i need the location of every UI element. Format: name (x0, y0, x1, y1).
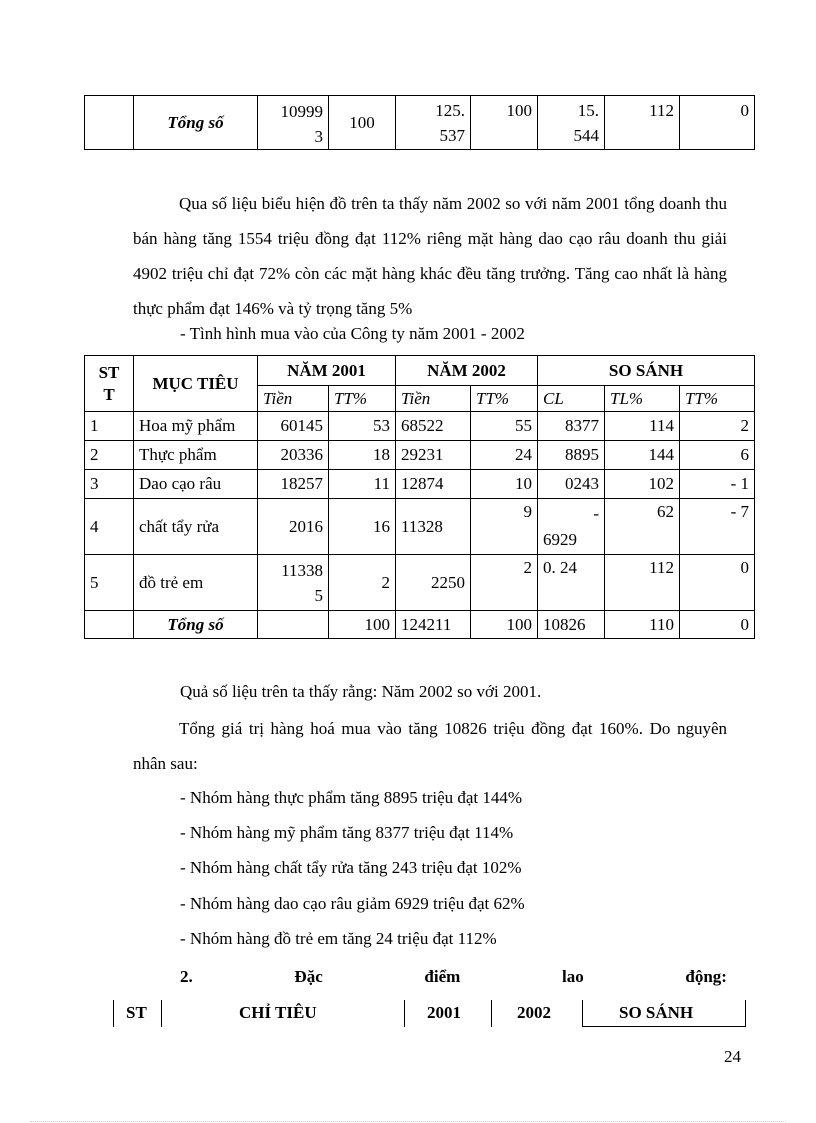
table-cell: 100 (329, 96, 396, 150)
row-stt: 4 (85, 499, 134, 555)
list-item: - Nhóm hàng mỹ phẩm tăng 8377 triệu đạt 114% (180, 823, 514, 842)
row-cell: 114 (605, 412, 680, 441)
sales-table-continuation (84, 95, 755, 150)
row-stt: 5 (85, 555, 134, 611)
year-2002-header: NĂM 2002 (396, 356, 538, 386)
row-cell: - 1 (680, 470, 755, 499)
row-cell: 29231 (396, 441, 471, 470)
section-heading (180, 967, 727, 987)
row-cell: 6 (680, 441, 755, 470)
table-row (85, 555, 755, 611)
row-cell: 10 (471, 470, 538, 499)
row-name: chất tẩy rửa (134, 499, 258, 555)
row-cell: 0. 24 (538, 555, 605, 611)
labour-table-header (113, 1000, 746, 1027)
subheader-cell: Tiền (396, 386, 471, 412)
row-cell: 11 (329, 470, 396, 499)
row-name: Hoa mỹ phẩm (134, 412, 258, 441)
subheader-cell: TT% (471, 386, 538, 412)
table-header-row (85, 356, 755, 386)
year-2001-header: NĂM 2001 (258, 356, 396, 386)
row-cell: 11328 (396, 499, 471, 555)
row-cell: 18257 (258, 470, 329, 499)
row-cell: 11338 5 (258, 555, 329, 611)
subheader-cell: TT% (329, 386, 396, 412)
table-cell (85, 611, 134, 639)
analysis-paragraph: Qua số liệu biểu hiện đồ trên ta thấy năm 2002 so với năm 2001 tổng doanh thu bán hàng tăng 1554 triệu đồng đạt 112% riêng mặt hàng dao cạo râu doanh thu giải 4902 triệu chỉ đạt 72% còn các mặt hàng khác đều tăng trưởng. Tăng cao nhất là hàng thực phẩm đạt 146% và tỷ trọng tăng 5% (133, 194, 727, 318)
row-name: đồ trẻ em (134, 555, 258, 611)
table-total-row (85, 611, 755, 639)
row-cell: 100 (329, 611, 396, 639)
subheader-cell: Tiền (258, 386, 329, 412)
row-stt: 1 (85, 412, 134, 441)
table-row (85, 499, 755, 555)
heading-word: điểm (424, 967, 461, 986)
row-cell: 0 (680, 555, 755, 611)
target-header: MỤC TIÊU (134, 356, 258, 412)
row-cell: 2250 (396, 555, 471, 611)
row-cell: 53 (329, 412, 396, 441)
row-cell: 124211 (396, 611, 471, 639)
page-number: 24 (724, 1047, 741, 1066)
row-cell: 24 (471, 441, 538, 470)
row-cell: 10826 (538, 611, 605, 639)
row-name: Dao cạo râu (134, 470, 258, 499)
stt-header: ST T (85, 356, 134, 412)
row-cell: 12874 (396, 470, 471, 499)
table-cell: 125. 537 (396, 96, 471, 150)
list-item: - Nhóm hàng thực phẩm tăng 8895 triệu đạt 144% (180, 788, 523, 807)
row-cell: 20336 (258, 441, 329, 470)
table-caption: - Tình hình mua vào của Công ty năm 2001 - 2002 (180, 324, 525, 343)
row-cell: 112 (605, 555, 680, 611)
table-row (85, 96, 755, 150)
heading-word: động: (685, 967, 727, 986)
heading-word: 2. (180, 967, 193, 986)
total-label: Tổng số (134, 96, 258, 150)
table-cell: 15. 544 (538, 96, 605, 150)
row-cell: 0 (680, 611, 755, 639)
row-cell: 68522 (396, 412, 471, 441)
footer-divider (30, 1121, 786, 1122)
heading-word: Đặc (294, 967, 323, 986)
list-item: - Nhóm hàng chất tẩy rửa tăng 243 triệu đạt 102% (180, 858, 522, 877)
summary-paragraph: Tổng giá trị hàng hoá mua vào tăng 10826 triệu đồng đạt 160%. Do nguyên nhân sau: (133, 719, 727, 773)
row-cell: 110 (605, 611, 680, 639)
row-cell: 102 (605, 470, 680, 499)
table-row (85, 412, 755, 441)
row-cell: 62 (605, 499, 680, 555)
row-cell: 100 (471, 611, 538, 639)
row-cell: 8895 (538, 441, 605, 470)
table-cell: 100 (471, 96, 538, 150)
table-cell: 0 (680, 96, 755, 150)
target-header: CHỈ TIÊU (239, 1003, 317, 1022)
purchase-table (84, 355, 755, 639)
list-item: - Nhóm hàng đồ trẻ em tăng 24 triệu đạt 112% (180, 929, 497, 948)
table-cell: 10999 3 (258, 96, 329, 150)
comparison-header: SO SÁNH (538, 356, 755, 386)
row-stt: 3 (85, 470, 134, 499)
subheader-cell: TL% (605, 386, 680, 412)
subheader-cell: TT% (680, 386, 755, 412)
row-cell (258, 611, 329, 639)
row-cell: - 7 (680, 499, 755, 555)
comparison-header: SO SÁNH (619, 1003, 694, 1022)
row-cell: 0243 (538, 470, 605, 499)
row-cell: 8377 (538, 412, 605, 441)
row-cell: 16 (329, 499, 396, 555)
row-cell: 9 (471, 499, 538, 555)
year-2002-header: 2002 (517, 1003, 551, 1022)
list-item: - Nhóm hàng dao cạo râu giảm 6929 triệu đạt 62% (180, 894, 525, 913)
table-row (85, 441, 755, 470)
row-cell: 2 (329, 555, 396, 611)
row-cell: 2016 (258, 499, 329, 555)
year-2001-header: 2001 (427, 1003, 461, 1022)
stt-header: ST (126, 1003, 147, 1022)
row-cell: 60145 (258, 412, 329, 441)
row-cell: 18 (329, 441, 396, 470)
total-label: Tổng số (134, 611, 258, 639)
heading-word: lao (561, 967, 584, 986)
row-cell: 144 (605, 441, 680, 470)
row-cell: 2 (471, 555, 538, 611)
subheader-cell: CL (538, 386, 605, 412)
row-cell: 55 (471, 412, 538, 441)
table-cell (85, 96, 134, 150)
table-cell: 112 (605, 96, 680, 150)
row-stt: 2 (85, 441, 134, 470)
summary-line: Quả số liệu trên ta thấy rằng: Năm 2002 so với 2001. (180, 682, 542, 701)
row-cell: - 6929 (538, 499, 605, 555)
table-row (85, 470, 755, 499)
row-name: Thực phẩm (134, 441, 258, 470)
row-cell: 2 (680, 412, 755, 441)
